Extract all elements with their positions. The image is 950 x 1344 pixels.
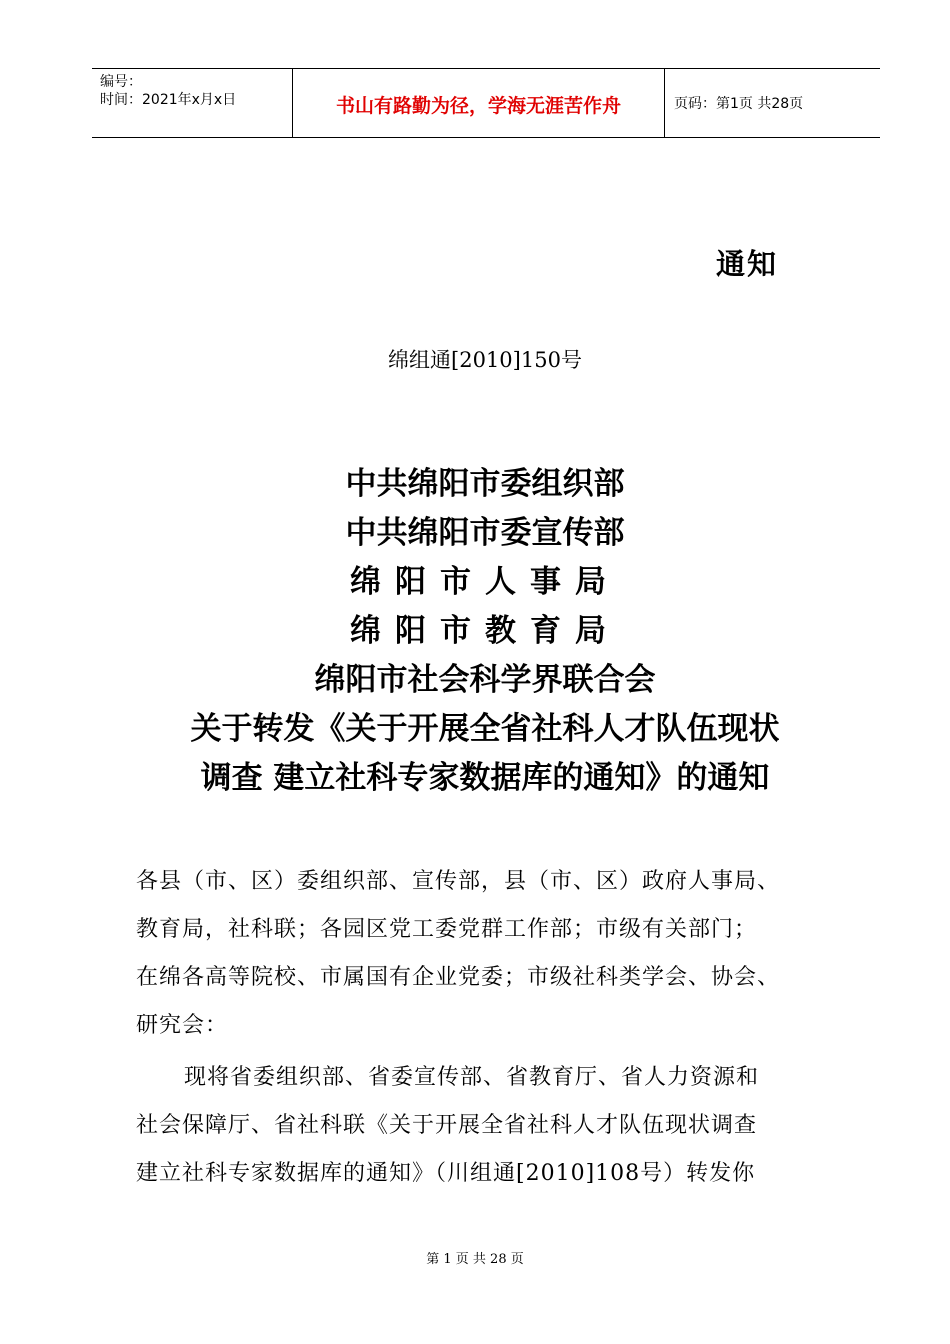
recipients-paragraph (136, 858, 876, 1050)
serial-label: 编号： (100, 74, 142, 90)
title-line: 绵阳市教育局 (350, 613, 620, 649)
paragraph-line: 研究会： (136, 1013, 229, 1038)
page-footer: 第 1 页 共 28 页 (426, 1252, 524, 1267)
title-line: 中共绵阳市委宣传部 (345, 515, 625, 551)
header-motto: 书山有路勤为径，学海无涯苦作舟 (335, 95, 621, 117)
title-line: 中共绵阳市委组织部 (345, 466, 625, 502)
paragraph-line: 各县（市、区）委组织部、宣传部，县（市、区）政府人事局、 (136, 869, 781, 894)
header-meta (100, 73, 236, 109)
paragraph-line: 现将省委组织部、省委宣传部、省教育厅、省人力资源和 (184, 1065, 760, 1090)
header-page-info: 页码：第1页 共28页 (674, 96, 804, 112)
time-label: 时间：2021年x月x日 (100, 92, 237, 108)
notice-heading: 通知 (716, 247, 779, 281)
paragraph-line: 建立社科专家数据库的通知》（川组通[2010]108号）转发你 (136, 1161, 756, 1186)
title-line: 调查 建立社科专家数据库的通知》的通知 (200, 760, 770, 796)
document-title (0, 460, 950, 803)
title-line: 关于转发《关于开展全省社科人才队伍现状 (190, 711, 780, 747)
title-line: 绵阳市人事局 (350, 564, 620, 600)
paragraph-line: 教育局，社科联；各园区党工委党群工作部；市级有关部门； (136, 917, 758, 942)
document-number: 绵组通[2010]150号 (388, 348, 582, 372)
paragraph-line: 在绵各高等院校、市属国有企业党委；市级社科类学会、协会、 (136, 965, 781, 990)
paragraph-line: 社会保障厅、省社科联《关于开展全省社科人才队伍现状调查 (136, 1113, 758, 1138)
header-divider (664, 69, 665, 137)
body-paragraph (136, 1054, 876, 1198)
document-header (92, 68, 880, 138)
title-line: 绵阳市社会科学界联合会 (314, 662, 656, 698)
